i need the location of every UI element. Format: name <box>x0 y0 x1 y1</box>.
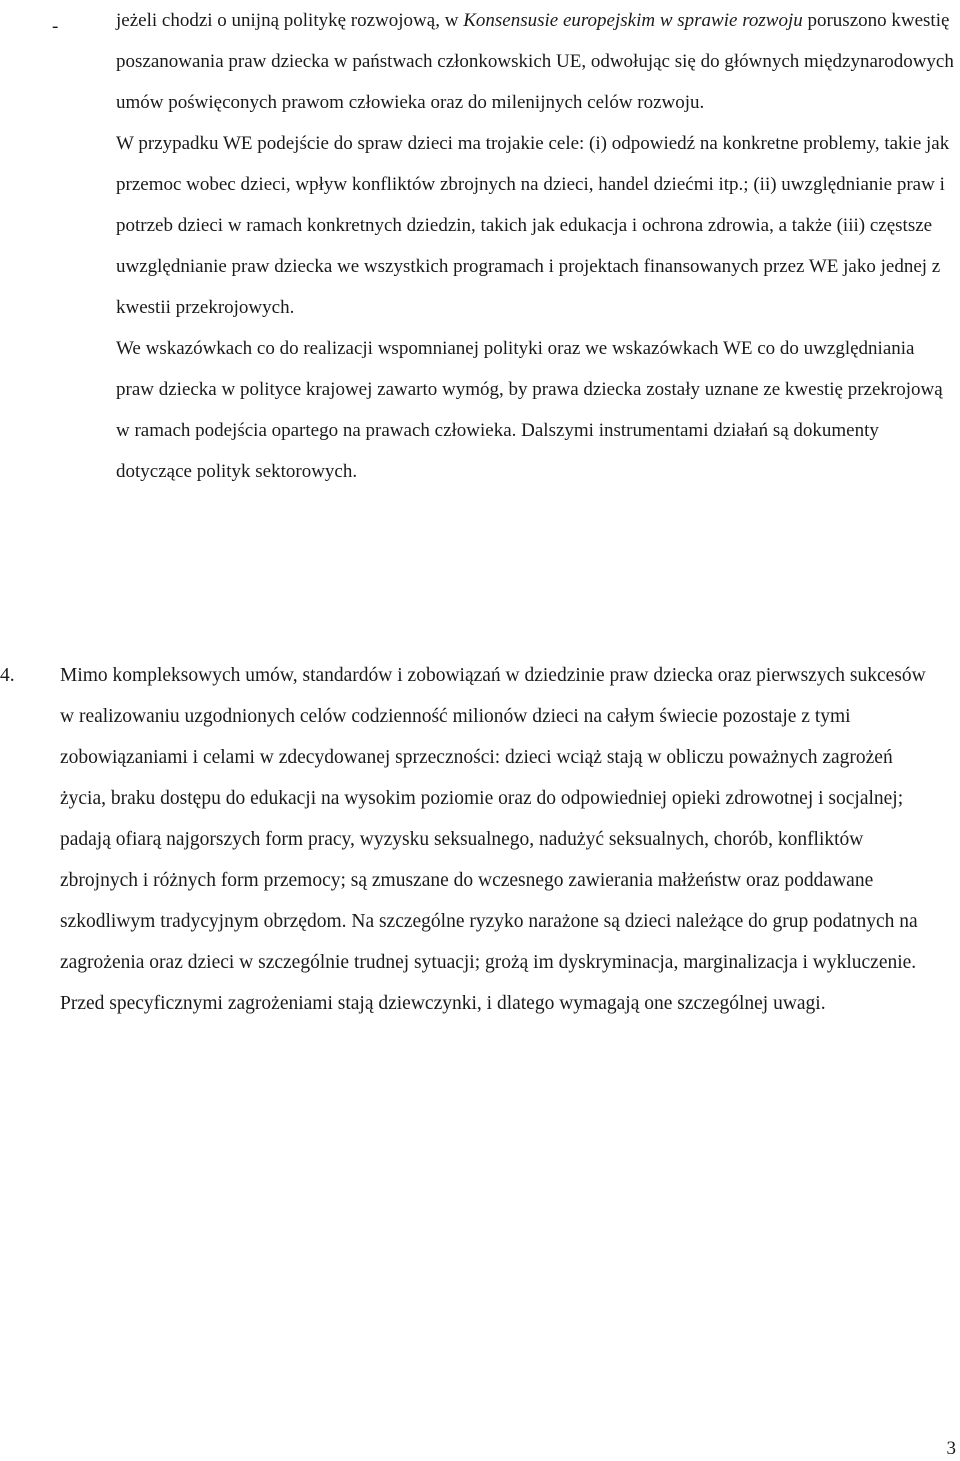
page-number: 3 <box>946 1438 956 1459</box>
item-text: Mimo kompleksowych umów, standardów i zobowiązań w dziedzinie praw dziecka oraz pierwszych sukcesów w realizowaniu uzgodnionych celów codzienność milionów dzieci na całym świecie pozostaje z tymi zobowiązaniami i celami w zdecydowanej sprzeczności: dzieci wciąż stają w obliczu poważnych zagrożeń życia, braku dostępu do edukacji na wysokim poziomie oraz do odpowiedniej opieki zdrowotnej i socjalnej; padają ofiarą najgorszych form pracy, wyzysku seksualnego, nadużyć seksualnych, chorób, konfliktów zbrojnych i różnych form przemocy; są zmuszane do wczesnego zawierania małżeństw oraz poddawane szkodliwym tradycyjnym obrzędom. Na szczególne ryzyko narażone są dzieci należące do grup podatnych na zagrożenia oraz dzieci w szczególnie trudnej sytuacji; grożą im dyskryminacja, marginalizacja i wykluczenie. Przed specyficznymi zagrożeniami stają dziewczynki, i dlatego wymagają one szczególnej uwagi. <box>60 665 926 1014</box>
paragraph-text: jeżeli chodzi o unijną politykę rozwojową, w <box>116 10 464 31</box>
paragraph-guidelines: We wskazówkach co do realizacji wspomnianej polityki oraz we wskazówkach WE co do uwzględniania praw dziecka w polityce krajowej zawarto wymóg, by prawa dziecka zostały uznane ze kwestię przekrojową w ramach podejścia opartego na prawach człowieka. Dalszymi instrumentami działań są dokumenty dotyczące polityk sektorowych. <box>116 338 943 482</box>
item-number: 4. <box>0 665 15 686</box>
bullet-marker: - <box>52 16 59 37</box>
paragraph-text: poruszono kwestię poszanowania praw dziecka w państwach członkowskich UE, odwołując się do głównych międzynarodowych umów poświęconych prawom człowieka oraz do milenijnych celów rozwoju. <box>116 10 954 113</box>
paragraph-ec-approach: W przypadku WE podejście do spraw dzieci ma trojakie cele: (i) odpowiedź na konkretne problemy, takie jak przemoc wobec dzieci, wpływ konfliktów zbrojnych na dzieci, handel dziećmi itp.; (ii) uwzględnianie praw i potrzeb dzieci w ramach konkretnych dziedzin, takich jak edukacja i ochrona zdrowia, a także (iii) częstsze uwzględnianie praw dziecka we wszystkich programach i projektach finansowanych przez WE jako jednej z kwestii przekrojowych. <box>116 133 950 318</box>
document-title-italic: Konsensusie europejskim w sprawie rozwoju <box>463 10 803 31</box>
bullet-text <box>116 0 954 492</box>
paragraph-eu-development-policy <box>116 0 954 123</box>
